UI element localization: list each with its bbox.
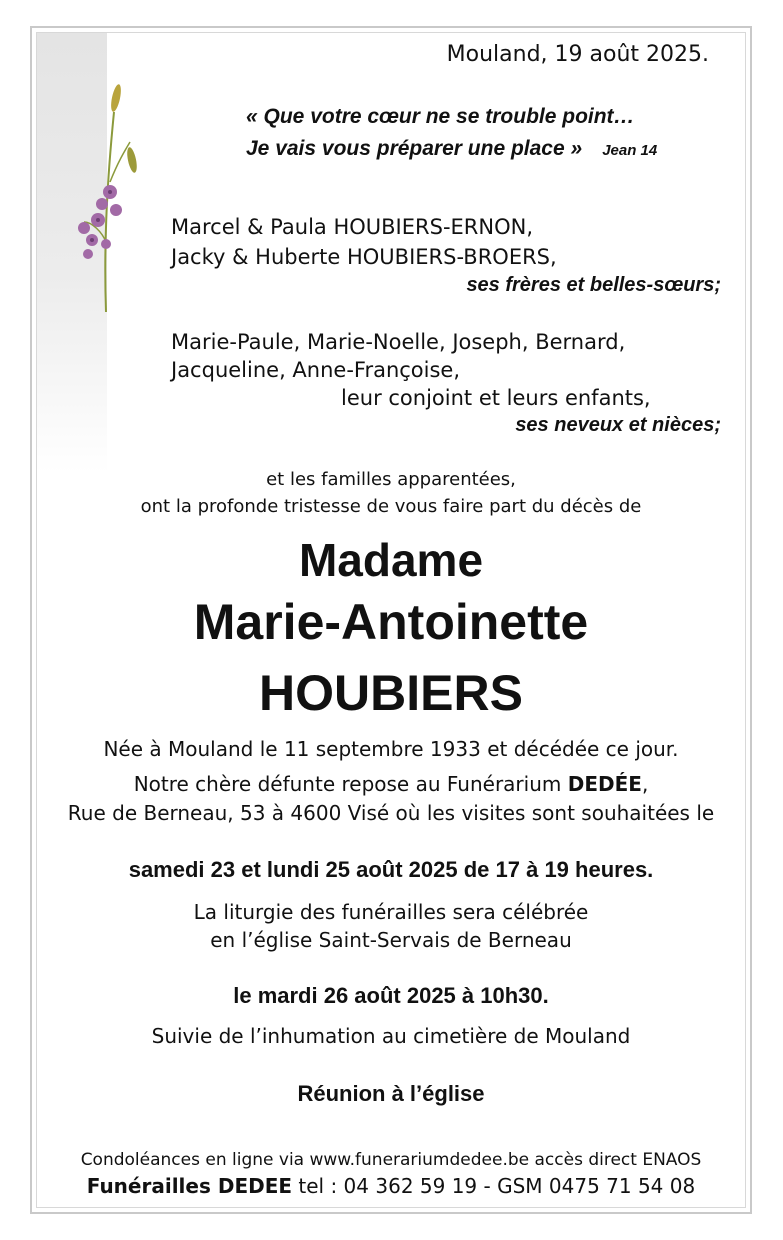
deceased-last-name: HOUBIERS [259, 665, 523, 721]
sibling-line-2: Jacky & Huberte HOUBIERS-BROERS, [171, 245, 557, 269]
quote-line-2-text: Je vais vous préparer une place » [246, 137, 583, 160]
birth-death-line: Née à Mouland le 11 septembre 1933 et décédée ce jour. [103, 737, 679, 761]
liturgy-line-2: en l’église Saint-Servais de Berneau [210, 928, 572, 952]
nephews-role: ses neveux et nièces; [515, 414, 721, 436]
intro-line-2: ont la profonde tristesse de vous faire part du décès de [140, 496, 642, 517]
date-line: Mouland, 19 août 2025. [446, 42, 709, 67]
nephews-line-1: Marie-Paule, Marie-Noelle, Joseph, Bernard, [171, 330, 626, 354]
burial-line: Suivie de l’inhumation au cimetière de Mouland [151, 1024, 631, 1048]
repose-prefix: Notre chère défunte repose au Funérarium [133, 772, 568, 796]
siblings-role: ses frères et belles-sœurs; [466, 274, 721, 296]
quote-line-1: « Que votre cœur ne se trouble point… [246, 105, 635, 128]
intro-line-1: et les familles apparentées, [266, 469, 516, 490]
repose-line-1 [36, 772, 746, 796]
repose-suffix: , [641, 772, 649, 796]
funerarium-name: DEDÉE [567, 772, 642, 796]
sibling-line-1: Marcel & Paula HOUBIERS-ERNON, [171, 215, 534, 239]
condolences-line: Condoléances en ligne via www.funerariumdedee.be accès direct ENAOS [80, 1150, 702, 1170]
violet-flower-sprig-icon [62, 72, 152, 322]
reunion-line: Réunion à l’église [297, 1081, 485, 1106]
quote-line-2 [246, 137, 657, 161]
company-name: Funérailles DEDEE [86, 1174, 293, 1198]
nephews-line-2: Jacqueline, Anne-Françoise, [171, 358, 461, 382]
funeral-date-line: le mardi 26 août 2025 à 10h30. [233, 983, 549, 1008]
liturgy-line-1: La liturgie des funérailles sera célébrée [193, 900, 589, 924]
visits-line: samedi 23 et lundi 25 août 2025 de 17 à 19 heures. [128, 857, 654, 882]
deceased-first-name: Marie-Antoinette [193, 594, 589, 650]
deceased-title: Madame [298, 534, 484, 586]
contact-line [36, 1174, 746, 1198]
quote-reference: Jean 14 [602, 142, 658, 159]
repose-line-2: Rue de Berneau, 53 à 4600 Visé où les visites sont souhaitées le [67, 801, 715, 825]
contact-numbers: tel : 04 362 59 19 - GSM 0475 71 54 08 [292, 1174, 696, 1198]
nephews-line-3: leur conjoint et leurs enfants, [341, 386, 651, 410]
